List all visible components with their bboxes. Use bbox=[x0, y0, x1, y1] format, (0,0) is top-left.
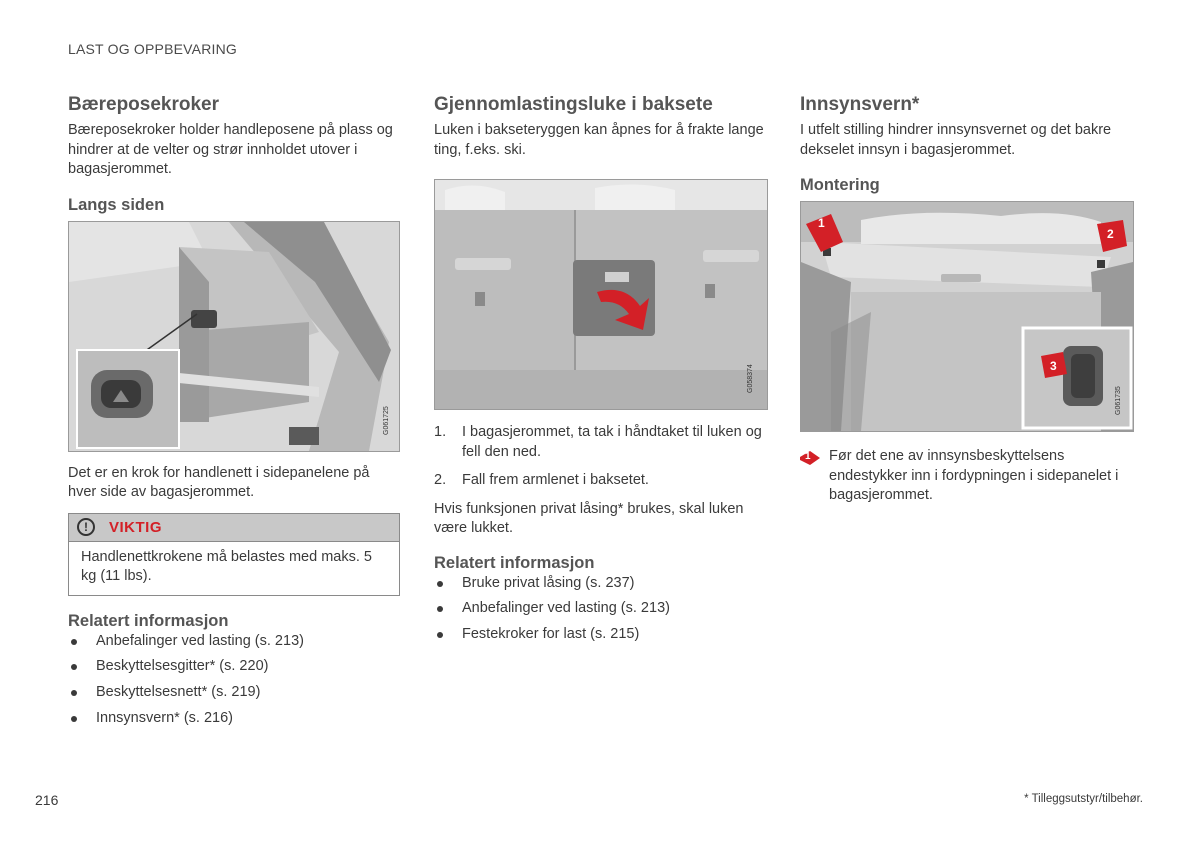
warning-header bbox=[69, 514, 399, 542]
step-text: I bagasjerommet, ta tak i håndtaket til luken og fell den ned. bbox=[462, 424, 762, 460]
warning-title: VIKTIG bbox=[109, 518, 163, 536]
section-intro: I utfelt stilling hindrer innsynsvernet og det bakre dekselet innsyn i bagasjerommet. bbox=[800, 122, 1112, 158]
exclamation-icon: ! bbox=[77, 518, 95, 536]
steps-list bbox=[434, 423, 766, 491]
section-title: Bæreposekroker bbox=[68, 94, 220, 115]
note-text: Hvis funksjonen privat låsing* brukes, skal luken være lukket. bbox=[434, 500, 744, 536]
figure-cover-mounting bbox=[800, 201, 1134, 432]
related-link[interactable]: Innsynsvern* (s. 216) bbox=[68, 709, 400, 729]
column-innsynsvern bbox=[800, 92, 1134, 506]
page-number: 216 bbox=[35, 792, 59, 808]
side-hook-illustration bbox=[69, 222, 399, 451]
related-link[interactable]: Bruke privat låsing (s. 237) bbox=[434, 574, 766, 594]
warning-text: Handlenettkrokene må belastes med maks. 5 kg (11 lbs). bbox=[81, 548, 372, 584]
step-text: Fall frem armlenet i baksetet. bbox=[462, 472, 649, 488]
section-intro: Luken i bakseteryggen kan åpnes for å frakte lange ting, f.eks. ski. bbox=[434, 122, 764, 158]
marker-2: 2 bbox=[1107, 227, 1114, 241]
subsection-title: Montering bbox=[800, 176, 880, 194]
related-title: Relatert informasjon bbox=[68, 611, 229, 630]
chapter-header: LAST OG OPPBEVARING bbox=[68, 41, 237, 57]
section-title: Gjennomlastingsluke i baksete bbox=[434, 94, 713, 115]
mounting-step bbox=[800, 447, 1134, 506]
marker-1: 1 bbox=[818, 216, 825, 230]
column-baereposekroker bbox=[68, 92, 400, 735]
step-text: Før det ene av innsynsbeskyttelsens endestykker inn i fordypningen i sidepanelet i bagasjerommet. bbox=[829, 448, 1119, 503]
related-link[interactable]: Festekroker for last (s. 215) bbox=[434, 625, 766, 645]
step-number: 2. bbox=[434, 472, 447, 488]
step-marker: 1 bbox=[805, 451, 811, 462]
column-gjennomlastingsluke bbox=[434, 92, 766, 651]
image-id: G061735 bbox=[1115, 386, 1122, 415]
step-number: 1. bbox=[434, 424, 447, 440]
figure-side-hook bbox=[68, 221, 400, 452]
related-list bbox=[434, 574, 766, 645]
related-list bbox=[68, 632, 400, 729]
related-link[interactable]: Anbefalinger ved lasting (s. 213) bbox=[68, 632, 400, 652]
marker-3: 3 bbox=[1050, 359, 1057, 373]
warning-box bbox=[68, 513, 400, 596]
related-link[interactable]: Beskyttelsesgitter* (s. 220) bbox=[68, 657, 400, 677]
related-title: Relatert informasjon bbox=[434, 553, 595, 572]
image-id: G061725 bbox=[383, 405, 390, 435]
step-item bbox=[434, 471, 766, 491]
ski-hatch-illustration bbox=[435, 180, 767, 409]
section-intro: Bæreposekroker holder handleposene på plass og hindrer at de velter og strør innholdet utover i bagasjerommet. bbox=[68, 122, 393, 177]
figure-caption: Det er en krok for handlenett i sidepanelene på hver side av bagasjerommet. bbox=[68, 464, 370, 500]
step-item bbox=[434, 423, 766, 462]
image-id: G058374 bbox=[747, 364, 754, 393]
subsection-title: Langs siden bbox=[68, 195, 165, 214]
section-title: Innsynsvern* bbox=[800, 94, 920, 115]
related-link[interactable]: Anbefalinger ved lasting (s. 213) bbox=[434, 599, 766, 619]
footnote: * Tilleggsutstyr/tilbehør. bbox=[1024, 793, 1143, 805]
related-link[interactable]: Beskyttelsesnett* (s. 219) bbox=[68, 683, 400, 703]
figure-ski-hatch bbox=[434, 179, 768, 410]
cover-mounting-illustration bbox=[801, 202, 1133, 431]
